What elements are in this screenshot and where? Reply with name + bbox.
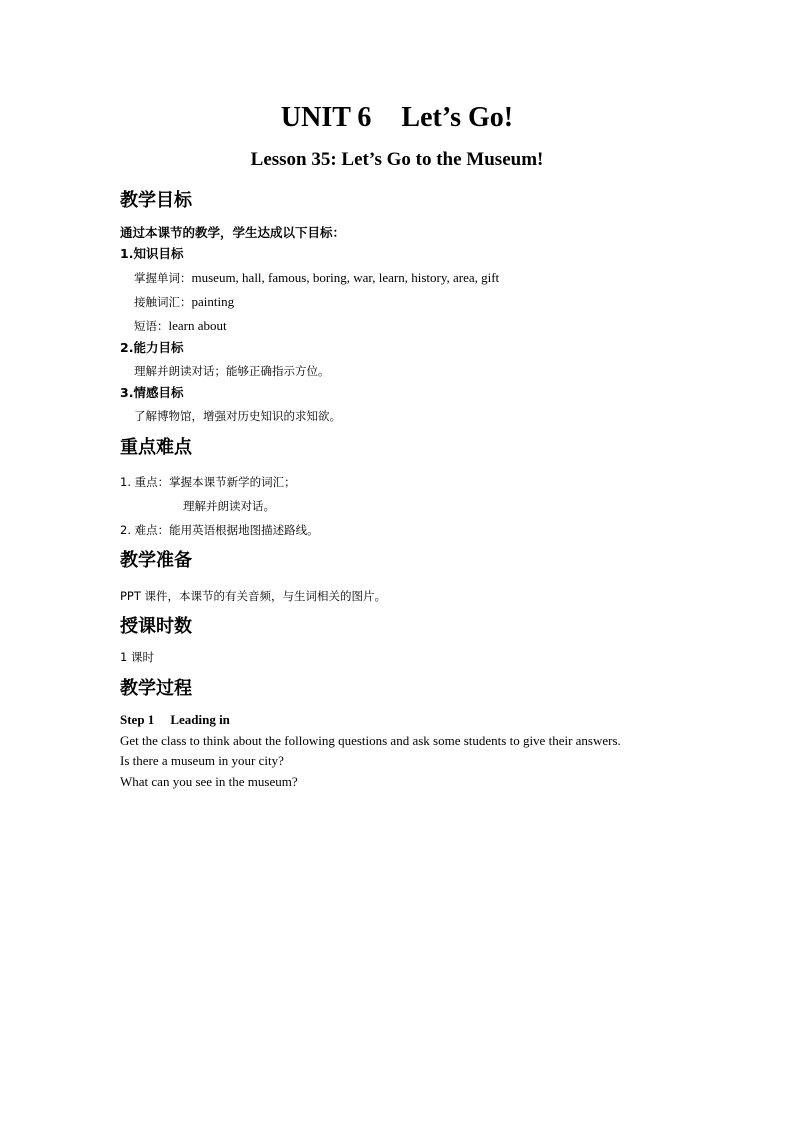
key-point-1-line-1: 掌握本课节新学的词汇；	[169, 475, 296, 489]
ability-text: 理解并朗读对话；能够正确指示方位。	[134, 364, 330, 378]
contact-words: painting	[191, 294, 235, 309]
key-point-2	[120, 521, 319, 539]
master-words: museum, hall, famous, boring, war, learn, history, area, gift	[191, 270, 500, 285]
contact-label: 接触词汇：	[134, 295, 192, 309]
lesson-title: Lesson 35: Let’s Go to the Museum!	[250, 149, 544, 170]
key-point-2-num: 2.	[120, 523, 131, 537]
master-words-line	[134, 269, 499, 287]
hours-heading: 授课时数	[120, 616, 192, 637]
process-line-2: Is there a museum in your city?	[120, 753, 284, 768]
phrase-line	[134, 317, 227, 335]
phrase-label: 短语：	[134, 319, 169, 333]
key-point-2-line-1: 能用英语根据地图描述路线。	[169, 523, 319, 537]
emotion-heading: 3.情感目标	[120, 385, 184, 400]
process-heading: 教学过程	[120, 678, 192, 699]
preparation-text: PPT 课件，本课节的有关音频，与生词相关的图片。	[120, 589, 387, 603]
key-point-1-num: 1.	[120, 475, 131, 489]
contact-words-line	[134, 293, 234, 311]
unit-name: Let’s Go!	[401, 102, 514, 133]
preparation-heading: 教学准备	[120, 550, 192, 571]
phrase-words: learn about	[168, 318, 227, 333]
process-line-3: What can you see in the museum?	[120, 774, 298, 789]
key-point-2-label: 难点：	[134, 523, 170, 537]
key-point-1-line-2: 理解并朗读对话。	[183, 499, 275, 513]
hours-text: 1 课时	[120, 650, 154, 664]
step-1-label: Step 1	[120, 712, 155, 727]
step-1-title: Leading in	[170, 712, 230, 727]
unit-title	[0, 101, 794, 135]
process-line-1: Get the class to think about the following questions and ask some students to give their answers.	[120, 733, 621, 748]
objectives-heading: 教学目标	[120, 190, 192, 211]
knowledge-heading: 1.知识目标	[120, 246, 184, 261]
master-label: 掌握单词：	[134, 271, 192, 285]
emotion-text: 了解博物馆，增强对历史知识的求知欲。	[134, 409, 341, 423]
key-point-1	[120, 473, 296, 491]
key-points-heading: 重点难点	[120, 437, 192, 458]
ability-heading: 2.能力目标	[120, 340, 184, 355]
objectives-intro: 通过本课节的教学，学生达成以下目标：	[120, 225, 346, 240]
step-1-heading	[120, 711, 230, 729]
key-point-1-label: 重点：	[134, 475, 170, 489]
unit-number: UNIT 6	[280, 102, 372, 133]
